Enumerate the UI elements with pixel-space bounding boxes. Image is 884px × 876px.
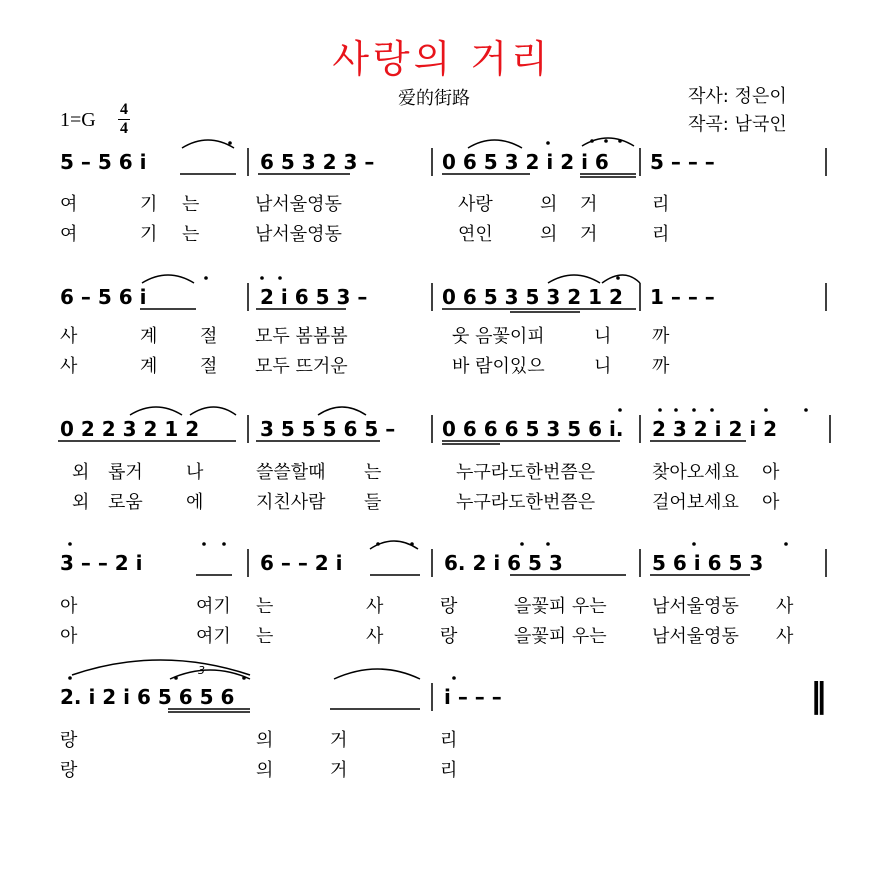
lyricist-credit: 작사: 정은이 (688, 86, 787, 107)
row2-lyric1-a: 사 (60, 326, 78, 347)
row3-lyric2-f: 누구라도한번쯤은 (456, 492, 596, 513)
row3-lyric2-c: 에 (186, 492, 204, 513)
row4-lyric1-c: 는 (256, 596, 274, 617)
row1-lyric2-d: 남서울영동 (255, 224, 342, 245)
row3-lyric1-g: 찾아오세요 (652, 462, 739, 483)
row2-lyric2-d: 모두 뜨거운 (255, 356, 348, 377)
row4-lyric1-b: 여기 (196, 596, 231, 617)
composer-credit: 작곡: 남국인 (688, 114, 787, 135)
row3-lyric2-b: 로움 (108, 492, 143, 513)
row1-lyric2-c: 는 (182, 224, 200, 245)
row5-lyric1-d: 리 (440, 730, 458, 751)
row5-lyric2-d: 리 (440, 760, 458, 781)
row1-lyric1-c: 는 (182, 194, 200, 215)
row3-lyric1-c: 나 (186, 462, 204, 483)
row3-lyric2-g: 걸어보세요 (652, 492, 739, 513)
row1-lyric1-f: 의 (540, 194, 558, 215)
row4-lyric1-d: 사 (366, 596, 384, 617)
row5-lyric2-a: 랑 (60, 760, 78, 781)
row5-lyric1-b: 의 (256, 730, 274, 751)
row2-lyric2-c: 절 (200, 356, 218, 377)
row4-lyric1-f: 을꽃피 우는 (514, 596, 607, 617)
row1-lyric2-b: 기 (140, 224, 158, 245)
row3-lyric2-e: 들 (364, 492, 382, 513)
row4-lyric2-g: 남서울영동 (652, 626, 739, 647)
row3-lyric2-h: 아 (762, 492, 780, 513)
time-signature-bottom: 4 (120, 120, 128, 137)
triplet-mark: 3 (198, 664, 205, 677)
row3-measure1: 0 2 2 3 2 1 2 (60, 417, 200, 441)
row2-measure2: 2 i 6 5 3 – (260, 285, 368, 309)
row1-measure3: 0 6 5 3 2 i 2 i 6 (442, 150, 609, 174)
row4-lyric1-h: 사 (776, 596, 794, 617)
row4-lyric2-f: 을꽃피 우는 (514, 626, 607, 647)
row3-lyric1-h: 아 (762, 462, 780, 483)
row5-measure1: 2. i 2 i 6 5 6 5 6 (60, 685, 235, 709)
row5-lyric2-b: 의 (256, 760, 274, 781)
row3-lyric1-d: 쓸쓸할때 (256, 462, 326, 483)
row5-lyric2-c: 거 (330, 760, 348, 781)
row2-lyric1-f: 니 (594, 326, 612, 347)
row2-measure4: 1 – – – (650, 285, 715, 309)
row3-measure3: 0 6 6 6 5 3 5 6 i. (442, 417, 624, 441)
row2-lyric1-b: 계 (140, 326, 158, 347)
row4-lyric1-e: 랑 (440, 596, 458, 617)
row1-lyric1-g: 거 (580, 194, 598, 215)
row1-lyric2-e: 연인 (458, 224, 493, 245)
row2-lyric2-g: 까 (652, 356, 670, 377)
row3-lyric1-f: 누구라도한번쯤은 (456, 462, 596, 483)
row3-lyric2-a: 외 (72, 492, 90, 513)
row1-measure1: 5 – 5 6 i (60, 150, 147, 174)
row2-measure3: 0 6 5 3 5 3 2 1 2 (442, 285, 623, 309)
row3-measure2: 3 5 5 5 6 5 – (260, 417, 396, 441)
row2-lyric2-a: 사 (60, 356, 78, 377)
row1-measure2: 6 5 3 2 3 – (260, 150, 375, 174)
row4-lyric1-a: 아 (60, 596, 78, 617)
row4-lyric2-b: 여기 (196, 626, 231, 647)
row5-lyric1-c: 거 (330, 730, 348, 751)
time-signature-top: 4 (120, 101, 128, 118)
row2-lyric2-e: 바 람이있으 (452, 356, 545, 377)
row4-lyric2-d: 사 (366, 626, 384, 647)
row1-lyric1-h: 리 (652, 194, 670, 215)
key-signature: 1=G (60, 109, 96, 131)
row2-lyric1-c: 절 (200, 326, 218, 347)
song-subtitle: 爱的街路 (398, 88, 470, 109)
row3-lyric1-a: 외 (72, 462, 90, 483)
song-title: 사랑의 거리 (332, 37, 552, 81)
row4-lyric2-a: 아 (60, 626, 78, 647)
row1-lyric1-a: 여 (60, 194, 78, 215)
row2-measure1: 6 – 5 6 i (60, 285, 147, 309)
row5-measure2: i – – – (444, 685, 502, 709)
row4-lyric2-c: 는 (256, 626, 274, 647)
row5-lyric1-a: 랑 (60, 730, 78, 751)
row1-measure4: 5 – – – (650, 150, 715, 174)
row3-measure4: 2 3 2 i 2 i 2 (652, 417, 778, 441)
row2-lyric2-f: 니 (594, 356, 612, 377)
row1-lyric2-a: 여 (60, 224, 78, 245)
row1-lyric2-h: 리 (652, 224, 670, 245)
row3-lyric2-d: 지친사람 (256, 492, 326, 513)
row2-lyric1-g: 까 (652, 326, 670, 347)
row1-lyric1-e: 사랑 (458, 194, 493, 215)
row2-lyric2-b: 계 (140, 356, 158, 377)
row1-lyric2-g: 거 (580, 224, 598, 245)
row4-lyric2-h: 사 (776, 626, 794, 647)
row4-measure3: 6. 2 i 6 5 3 (444, 551, 563, 575)
row3-lyric1-b: 롭거 (108, 462, 143, 483)
row2-lyric1-e: 웃 음꽃이피 (452, 326, 545, 347)
row4-measure1: 3 – – 2 i (60, 551, 143, 575)
row1-lyric2-f: 의 (540, 224, 558, 245)
end-barline: ‖ (810, 676, 827, 716)
row4-lyric1-g: 남서울영동 (652, 596, 739, 617)
row4-measure2: 6 – – 2 i (260, 551, 343, 575)
row4-lyric2-e: 랑 (440, 626, 458, 647)
row4-measure4: 5 6 i 6 5 3 (652, 551, 764, 575)
row2-lyric1-d: 모두 봄봄봄 (255, 326, 348, 347)
row1-lyric1-d: 남서울영동 (255, 194, 342, 215)
row1-lyric1-b: 기 (140, 194, 158, 215)
row3-lyric1-e: 는 (364, 462, 382, 483)
